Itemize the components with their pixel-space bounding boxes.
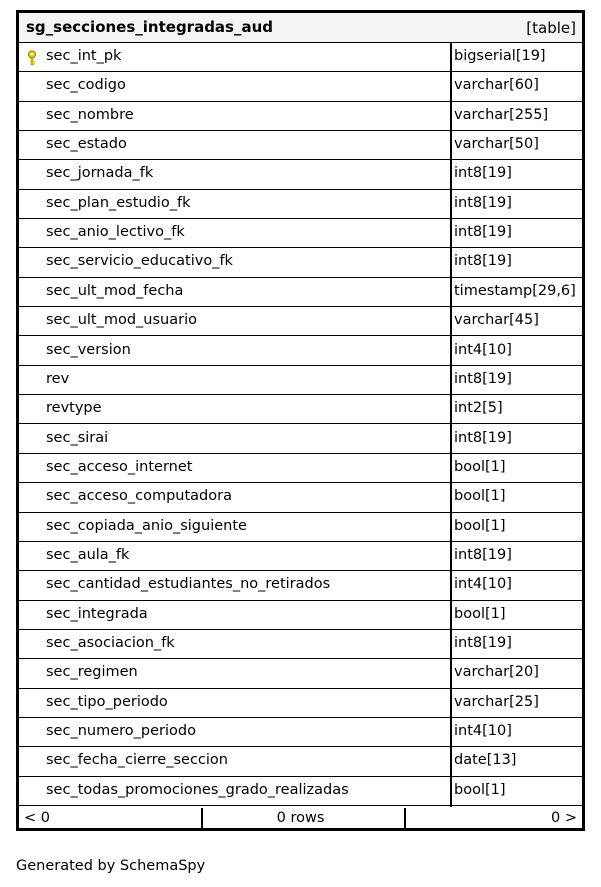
column-name: sec_aula_fk — [46, 546, 130, 563]
column-type: varchar[25] — [454, 693, 539, 710]
column-type: int8[19] — [454, 194, 512, 211]
column-name: sec_cantidad_estudiantes_no_retirados — [46, 576, 331, 593]
column-name: revtype — [46, 400, 102, 417]
column-type: bool[1] — [454, 605, 506, 622]
column-type: varchar[20] — [454, 664, 539, 681]
column-name: sec_fecha_cierre_seccion — [46, 752, 228, 769]
column-type: bool[1] — [454, 458, 506, 475]
table-row — [19, 337, 582, 366]
column-type: int4[10] — [454, 723, 512, 740]
column-name: sec_copiada_anio_siguiente — [46, 517, 247, 534]
column-name: sec_tipo_periodo — [46, 693, 168, 710]
table-row — [19, 43, 582, 72]
column-type: int4[10] — [454, 576, 512, 593]
table-row — [19, 601, 582, 630]
column-type: varchar[60] — [454, 77, 539, 94]
column-divider — [450, 43, 452, 807]
column-name: sec_ult_mod_usuario — [46, 312, 197, 329]
table-row — [19, 630, 582, 659]
column-type: int8[19] — [454, 429, 512, 446]
column-name: sec_plan_estudio_fk — [46, 194, 191, 211]
table-row — [19, 454, 582, 483]
footer-left: < 0 — [24, 810, 50, 826]
table-row — [19, 718, 582, 747]
column-type: int8[19] — [454, 546, 512, 563]
column-type: int8[19] — [454, 165, 512, 182]
table-row — [19, 190, 582, 219]
column-name: sec_nombre — [46, 106, 134, 123]
table-footer — [19, 806, 582, 831]
column-type: bool[1] — [454, 781, 506, 798]
primary-key-icon — [26, 50, 38, 66]
table-row — [19, 131, 582, 160]
footer-right: 0 > — [551, 810, 577, 826]
footer-center: 0 rows — [276, 810, 325, 826]
table-row — [19, 571, 582, 600]
table-row — [19, 248, 582, 277]
table-row — [19, 689, 582, 718]
column-type: bigserial[19] — [454, 48, 546, 64]
table-row — [19, 102, 582, 131]
column-name: sec_sirai — [46, 429, 109, 446]
table-row — [19, 366, 582, 395]
column-type: bool[1] — [454, 517, 506, 534]
table-row — [19, 542, 582, 571]
column-name: sec_codigo — [46, 77, 126, 94]
column-type: date[13] — [454, 752, 517, 769]
column-name: sec_asociacion_fk — [46, 635, 175, 651]
column-name: sec_integrada — [46, 605, 148, 622]
column-type: int8[19] — [454, 370, 512, 387]
table-row — [19, 659, 582, 688]
column-type: varchar[255] — [454, 106, 549, 123]
column-name: sec_jornada_fk — [46, 165, 154, 182]
column-type: varchar[50] — [454, 136, 539, 153]
table-row — [19, 483, 582, 512]
column-name: sec_int_pk — [46, 48, 122, 64]
table-row — [19, 513, 582, 542]
table-row — [19, 160, 582, 189]
column-name: sec_regimen — [46, 664, 138, 681]
column-name: sec_ult_mod_fecha — [46, 282, 184, 299]
table-box — [16, 10, 585, 831]
table-row — [19, 395, 582, 424]
column-type: int8[19] — [454, 253, 512, 270]
table-name: sg_secciones_integradas_aud — [26, 18, 274, 36]
table-kind: [table] — [526, 19, 576, 37]
table-row — [19, 219, 582, 248]
table-row — [19, 307, 582, 336]
column-name: sec_acceso_internet — [46, 458, 193, 475]
column-name: sec_servicio_educativo_fk — [46, 253, 233, 270]
column-type: int4[10] — [454, 341, 512, 358]
table-row — [19, 425, 582, 454]
column-type: int2[5] — [454, 400, 503, 417]
column-name: sec_todas_promociones_grado_realizadas — [46, 781, 349, 798]
column-name: sec_estado — [46, 136, 127, 153]
column-type: varchar[45] — [454, 312, 539, 329]
generated-by-label: Generated by SchemaSpy — [16, 858, 206, 874]
table-row — [19, 278, 582, 307]
table-row — [19, 72, 582, 101]
table-row — [19, 747, 582, 776]
column-type: int8[19] — [454, 635, 512, 651]
column-type: int8[19] — [454, 224, 512, 241]
column-name: rev — [46, 370, 70, 387]
column-name: sec_anio_lectivo_fk — [46, 224, 185, 241]
table-header — [19, 13, 582, 43]
column-type: bool[1] — [454, 488, 506, 505]
column-name: sec_acceso_computadora — [46, 488, 232, 505]
footer-divider-right — [404, 808, 406, 829]
table-row — [19, 777, 582, 806]
column-name: sec_version — [46, 341, 131, 358]
column-name: sec_numero_periodo — [46, 723, 196, 740]
column-type: timestamp[29,6] — [454, 282, 576, 299]
